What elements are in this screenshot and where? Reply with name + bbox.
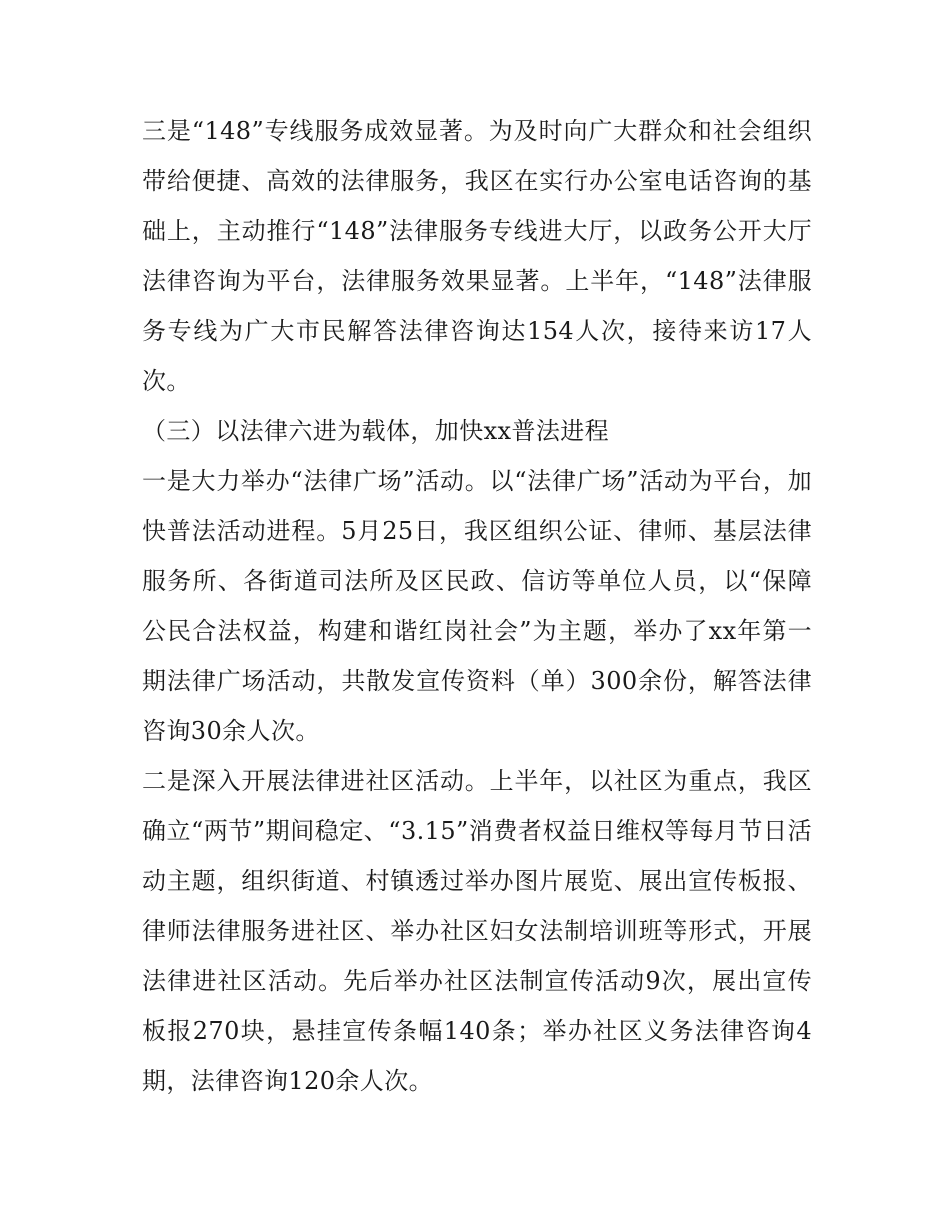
paragraph-legal-square: 一是大力举办“法律广场”活动。以“法律广场”活动为平台，加快普法活动进程。5月25日，我区组织公证、律师、基层法律服务所、各街道司法所及区民政、信访等单位人员，以“保障公民合法权益，构建和谐红岗社会”为主题，举办了xx年第一期法律广场活动，共散发宣传资料（单）300余份，解答法律咨询30余人次。 — [142, 467, 812, 745]
document-body — [142, 106, 812, 1106]
section-heading-three: （三）以法律六进为载体，加快xx普法进程 — [142, 417, 610, 445]
paragraph-community-activities: 二是深入开展法律进社区活动。上半年，以社区为重点，我区确立“两节”期间稳定、“3.15”消费者权益日维权等每月节日活动主题，组织街道、村镇透过举办图片展览、展出宣传板报、律师法律服务进社区、举办社区妇女法制培训班等形式，开展法律进社区活动。先后举办社区法制宣传活动9次，展出宣传板报270块，悬挂宣传条幅140条；举办社区义务法律咨询4期，法律咨询120余人次。 — [142, 767, 812, 1095]
paragraph-148-hotline: 三是“148”专线服务成效显著。为及时向广大群众和社会组织带给便捷、高效的法律服务，我区在实行办公室电话咨询的基础上，主动推行“148”法律服务专线进大厅，以政务公开大厅法律咨询为平台，法律服务效果显著。上半年，“148”法律服务专线为广大市民解答法律咨询达154人次，接待来访17人次。 — [142, 117, 812, 395]
